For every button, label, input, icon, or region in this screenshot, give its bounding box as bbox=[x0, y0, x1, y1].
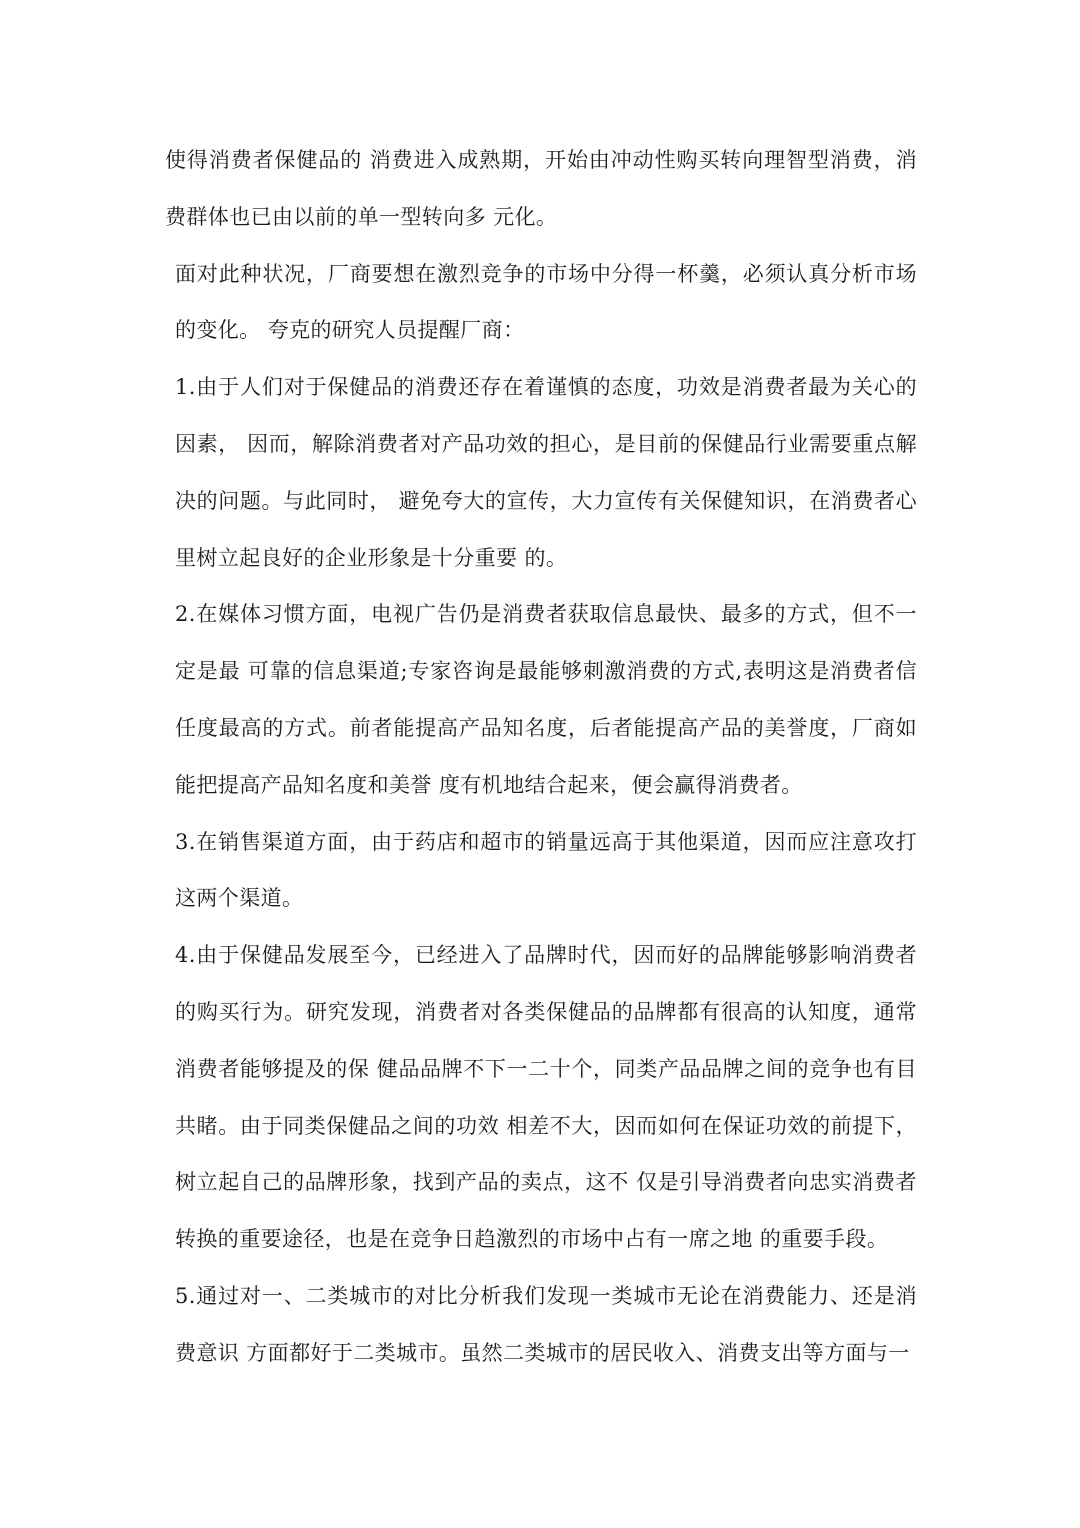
paragraph-point-4-brand: 4.由于保健品发展至今，已经进入了品牌时代，因而好的品牌能够影响消费者的购买行为。研究发现，消费者对各类保健品的品牌都有很高的认知度，通常消费者能够提及的保 健品品牌不下一二十个，同类产品品牌之间的竞争也有目共睹。由于同类保健品之间的功效 相差不大，因而如何在保证功效的前提下，树立起自己的品牌形象，找到产品的卖点，这不 仅是引导消费者向忠实消费者转换的重要途径，也是在竞争日趋激烈的市场中占有一席之地 的重要手段。 bbox=[175, 943, 917, 1252]
document-body bbox=[165, 132, 917, 1382]
paragraph-point-3-channels: 3.在销售渠道方面，由于药店和超市的销量远高于其他渠道，因而应注意攻打这两个渠道。 bbox=[175, 829, 917, 911]
paragraph-market-analysis-intro: 面对此种状况，厂商要想在激烈竞争的市场中分得一杯羹，必须认真分析市场的变化。 夸克的研究人员提醒厂商： bbox=[175, 261, 917, 343]
paragraph-point-2-media: 2.在媒体习惯方面，电视广告仍是消费者获取信息最快、最多的方式，但不一定是最 可靠的信息渠道;专家咨询是最能够刺激消费的方式,表明这是消费者信任度最高的方式。前者能提高产品知名度，后者能提高产品的美誉度，厂商如能把提高产品知名度和美誉 度有机地结合起来，便会赢得消费者。 bbox=[175, 602, 917, 797]
paragraph-consumer-maturity: 使得消费者保健品的 消费进入成熟期，开始由冲动性购买转向理智型消费，消费群体也已由以前的单一型转向多 元化。 bbox=[165, 148, 917, 229]
paragraph-point-5-cities: 5.通过对一、二类城市的对比分析我们发现一类城市无论在消费能力、还是消费意识 方面都好于二类城市。虽然二类城市的居民收入、消费支出等方面与一 bbox=[175, 1283, 917, 1365]
paragraph-point-1-efficacy: 1.由于人们对于保健品的消费还存在着谨慎的态度，功效是消费者最为关心的因素， 因而，解除消费者对产品功效的担心，是目前的保健品行业需要重点解决的问题。与此同时， 避免夸大的宣传，大力宣传有关保健知识，在消费者心里树立起良好的企业形象是十分重要 的。 bbox=[175, 375, 917, 570]
